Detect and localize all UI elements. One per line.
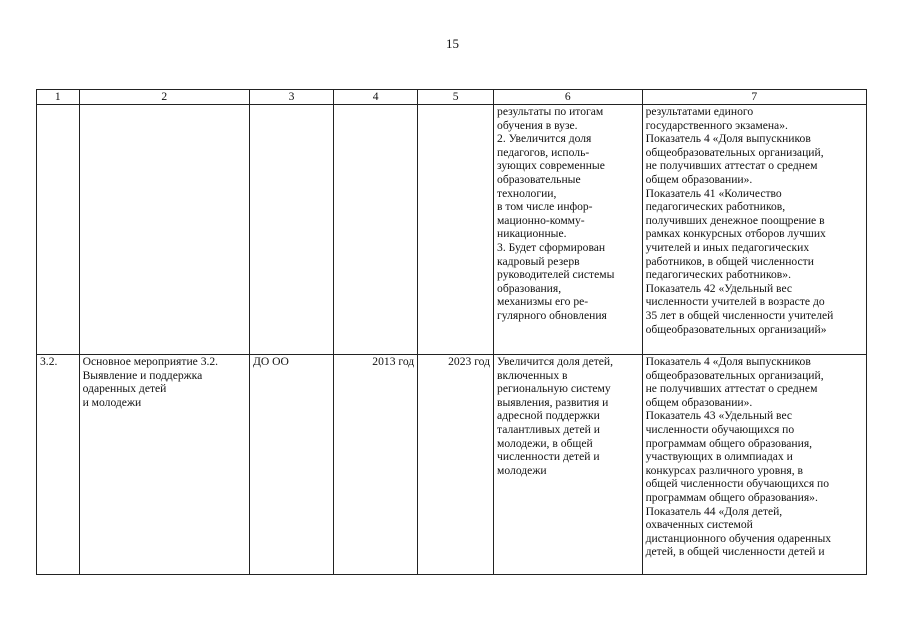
text-line: общем образовании». — [645, 172, 753, 186]
header-cell-6: 6 — [494, 90, 643, 105]
text-line: программам общего образования». — [645, 490, 818, 504]
expected-result-cell — [494, 105, 643, 355]
text-line: программам общего образования, — [645, 436, 813, 450]
executor-cell — [249, 105, 333, 355]
end-year-cell — [418, 105, 494, 355]
text-line: механизмы его ре- — [497, 295, 589, 309]
text-line: кадровый резерв — [497, 254, 580, 268]
text-line: 3. Будет сформирован — [497, 240, 606, 254]
header-cell-7: 7 — [642, 90, 866, 105]
header-cell-4: 4 — [334, 90, 418, 105]
text-line: участвующих в олимпиадах и — [645, 450, 793, 464]
text-line: молодежи, в общей — [497, 436, 593, 450]
text-line: работников, в общей численности — [645, 254, 814, 268]
executor-cell: ДО ОО — [249, 355, 333, 575]
text-line: одаренных детей — [82, 382, 167, 396]
end-year-cell: 2023 год — [418, 355, 494, 575]
text-line: мационно-комму- — [497, 213, 585, 227]
indicators-cell — [642, 355, 866, 575]
text-line: общеобразовательных организаций, — [645, 145, 824, 159]
text-line: получивших денежное поощрение в — [645, 213, 825, 227]
text-line: Показатель 4 «Доля выпускников — [645, 355, 811, 368]
text-line: в том числе инфор- — [497, 200, 593, 214]
text-line: педагогических работников, — [645, 200, 786, 214]
text-line: охваченных системой — [645, 518, 753, 532]
text-line: 2. Увеличится доля — [497, 132, 592, 146]
text-line: образовательные — [497, 172, 581, 186]
text-line: талантливых детей и — [497, 422, 600, 436]
text-line: общей численности обучающихся по — [645, 477, 830, 491]
text-line: молодежи — [497, 463, 547, 477]
text-line: включенных в — [497, 368, 568, 382]
table-row — [37, 105, 867, 355]
text-line: не получивших аттестат о среднем — [645, 382, 818, 396]
text-line: численности учителей в возрасте до — [645, 295, 825, 309]
text-line: Увеличится доля детей, — [497, 355, 614, 368]
text-line: педагогических работников». — [645, 268, 791, 282]
text-line: зующих современные — [497, 159, 605, 173]
text-line: Показатель 42 «Удельный вес — [645, 281, 793, 295]
text-line: численности детей и — [497, 450, 600, 464]
text-line: Основное мероприятие 3.2. — [82, 355, 219, 368]
text-line: рамках конкурсных отборов лучших — [645, 227, 826, 241]
expected-result-cell — [494, 355, 643, 575]
header-cell-3: 3 — [249, 90, 333, 105]
header-cell-2: 2 — [79, 90, 249, 105]
table-row — [37, 355, 867, 575]
text-line: никационные. — [497, 227, 567, 241]
text-line: Показатель 4 «Доля выпускников — [645, 132, 811, 146]
indicators-cell — [642, 105, 866, 355]
measure-name-cell — [79, 105, 249, 355]
text-line: общеобразовательных организаций» — [645, 322, 827, 336]
text-line: выявления, развития и — [497, 395, 609, 409]
row-number-cell: 3.2. — [37, 355, 80, 575]
text-line: учителей и иных педагогических — [645, 240, 810, 254]
header-row — [37, 90, 867, 105]
text-line: гулярного обновления — [497, 308, 607, 322]
text-line: и молодежи — [82, 395, 142, 409]
text-line: Показатель 44 «Доля детей, — [645, 504, 783, 518]
text-line: результатами единого — [645, 105, 754, 118]
header-cell-5: 5 — [418, 90, 494, 105]
start-year-cell — [334, 105, 418, 355]
start-year-cell: 2013 год — [334, 355, 418, 575]
text-line: технологии, — [497, 186, 557, 200]
text-line: руководителей системы — [497, 268, 615, 282]
row-number-cell — [37, 105, 80, 355]
header-cell-1: 1 — [37, 90, 80, 105]
page-number: 15 — [446, 36, 459, 51]
text-line: обучения в вузе. — [497, 118, 578, 132]
text-line: общем образовании». — [645, 395, 753, 409]
text-line: педагогов, исполь- — [497, 145, 590, 159]
text-line: 35 лет в общей численности учителей — [645, 308, 834, 322]
text-line: Выявление и поддержка — [82, 368, 203, 382]
measures-table — [36, 89, 867, 575]
text-line: образования, — [497, 281, 562, 295]
text-line: государственного экзамена». — [645, 118, 788, 132]
text-line: численности обучающихся по — [645, 422, 795, 436]
text-line: Показатель 41 «Количество — [645, 186, 782, 200]
text-line: детей, в общей численности детей и — [645, 545, 825, 559]
text-line: региональную систему — [497, 382, 611, 396]
text-line: дистанционного обучения одаренных — [645, 531, 832, 545]
text-line: не получивших аттестат о среднем — [645, 159, 818, 173]
measure-name-cell — [79, 355, 249, 575]
text-line: конкурсах различного уровня, в — [645, 463, 804, 477]
text-line: адресной поддержки — [497, 409, 600, 423]
text-line: Показатель 43 «Удельный вес — [645, 409, 793, 423]
text-line: результаты по итогам — [497, 105, 604, 118]
text-line: общеобразовательных организаций, — [645, 368, 824, 382]
